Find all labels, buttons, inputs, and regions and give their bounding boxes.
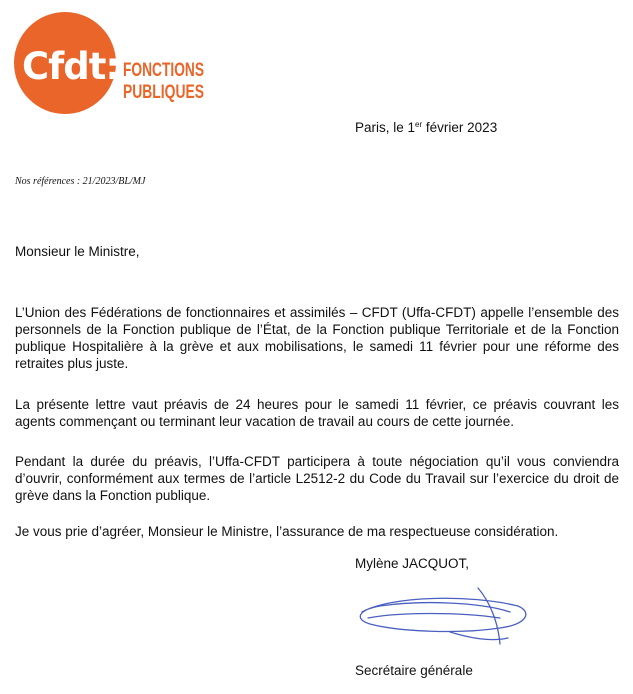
paragraph-negotiation: Pendant la durée du préavis, l’Uffa-CFDT participera à toute négociation qu’il vous conviendra d’ouvrir, conformément aux termes de l’article L2512-2 du Code du Travail sur l’exercice du droit de grève dans la Fonction publique. xyxy=(15,454,619,503)
salutation: Monsieur le Ministre, xyxy=(15,244,140,259)
handwritten-signature xyxy=(350,582,535,652)
signatory-title: Secrétaire générale xyxy=(355,663,473,678)
logo-brand: Cfdt: xyxy=(22,45,120,88)
logo-line-1: FONCTIONS xyxy=(123,60,204,81)
letter-date xyxy=(355,120,497,135)
cfdt-logo xyxy=(12,10,212,118)
signatory-name: Mylène JACQUOT, xyxy=(355,556,470,571)
logo-line-2: PUBLIQUES xyxy=(123,82,204,103)
paragraph-strike-call: L’Union des Fédérations de fonctionnaires et assimilés – CFDT (Uffa-CFDT) appelle l’ensemble des personnels de la Fonction publique de l’État, de la Fonction publique Territoriale et de la Fonction publique Hospitalière à la grève et aux mobilisations, le samedi 11 février pour une réforme des retraites plus juste. xyxy=(15,305,619,371)
date-superscript: er xyxy=(415,120,423,129)
date-prefix: Paris, le 1 xyxy=(355,120,416,135)
references: Nos références : 21/2023/BL/MJ xyxy=(15,176,146,187)
paragraph-notice: La présente lettre vaut préavis de 24 heures pour le samedi 11 février, ce préavis couvrant les agents commençant ou terminant leur vacation de travail au cours de cette journée. xyxy=(15,397,619,429)
paragraph-closing: Je vous prie d’agréer, Monsieur le Ministre, l’assurance de ma respectueuse considération. xyxy=(15,524,559,539)
date-suffix: février 2023 xyxy=(422,120,498,135)
